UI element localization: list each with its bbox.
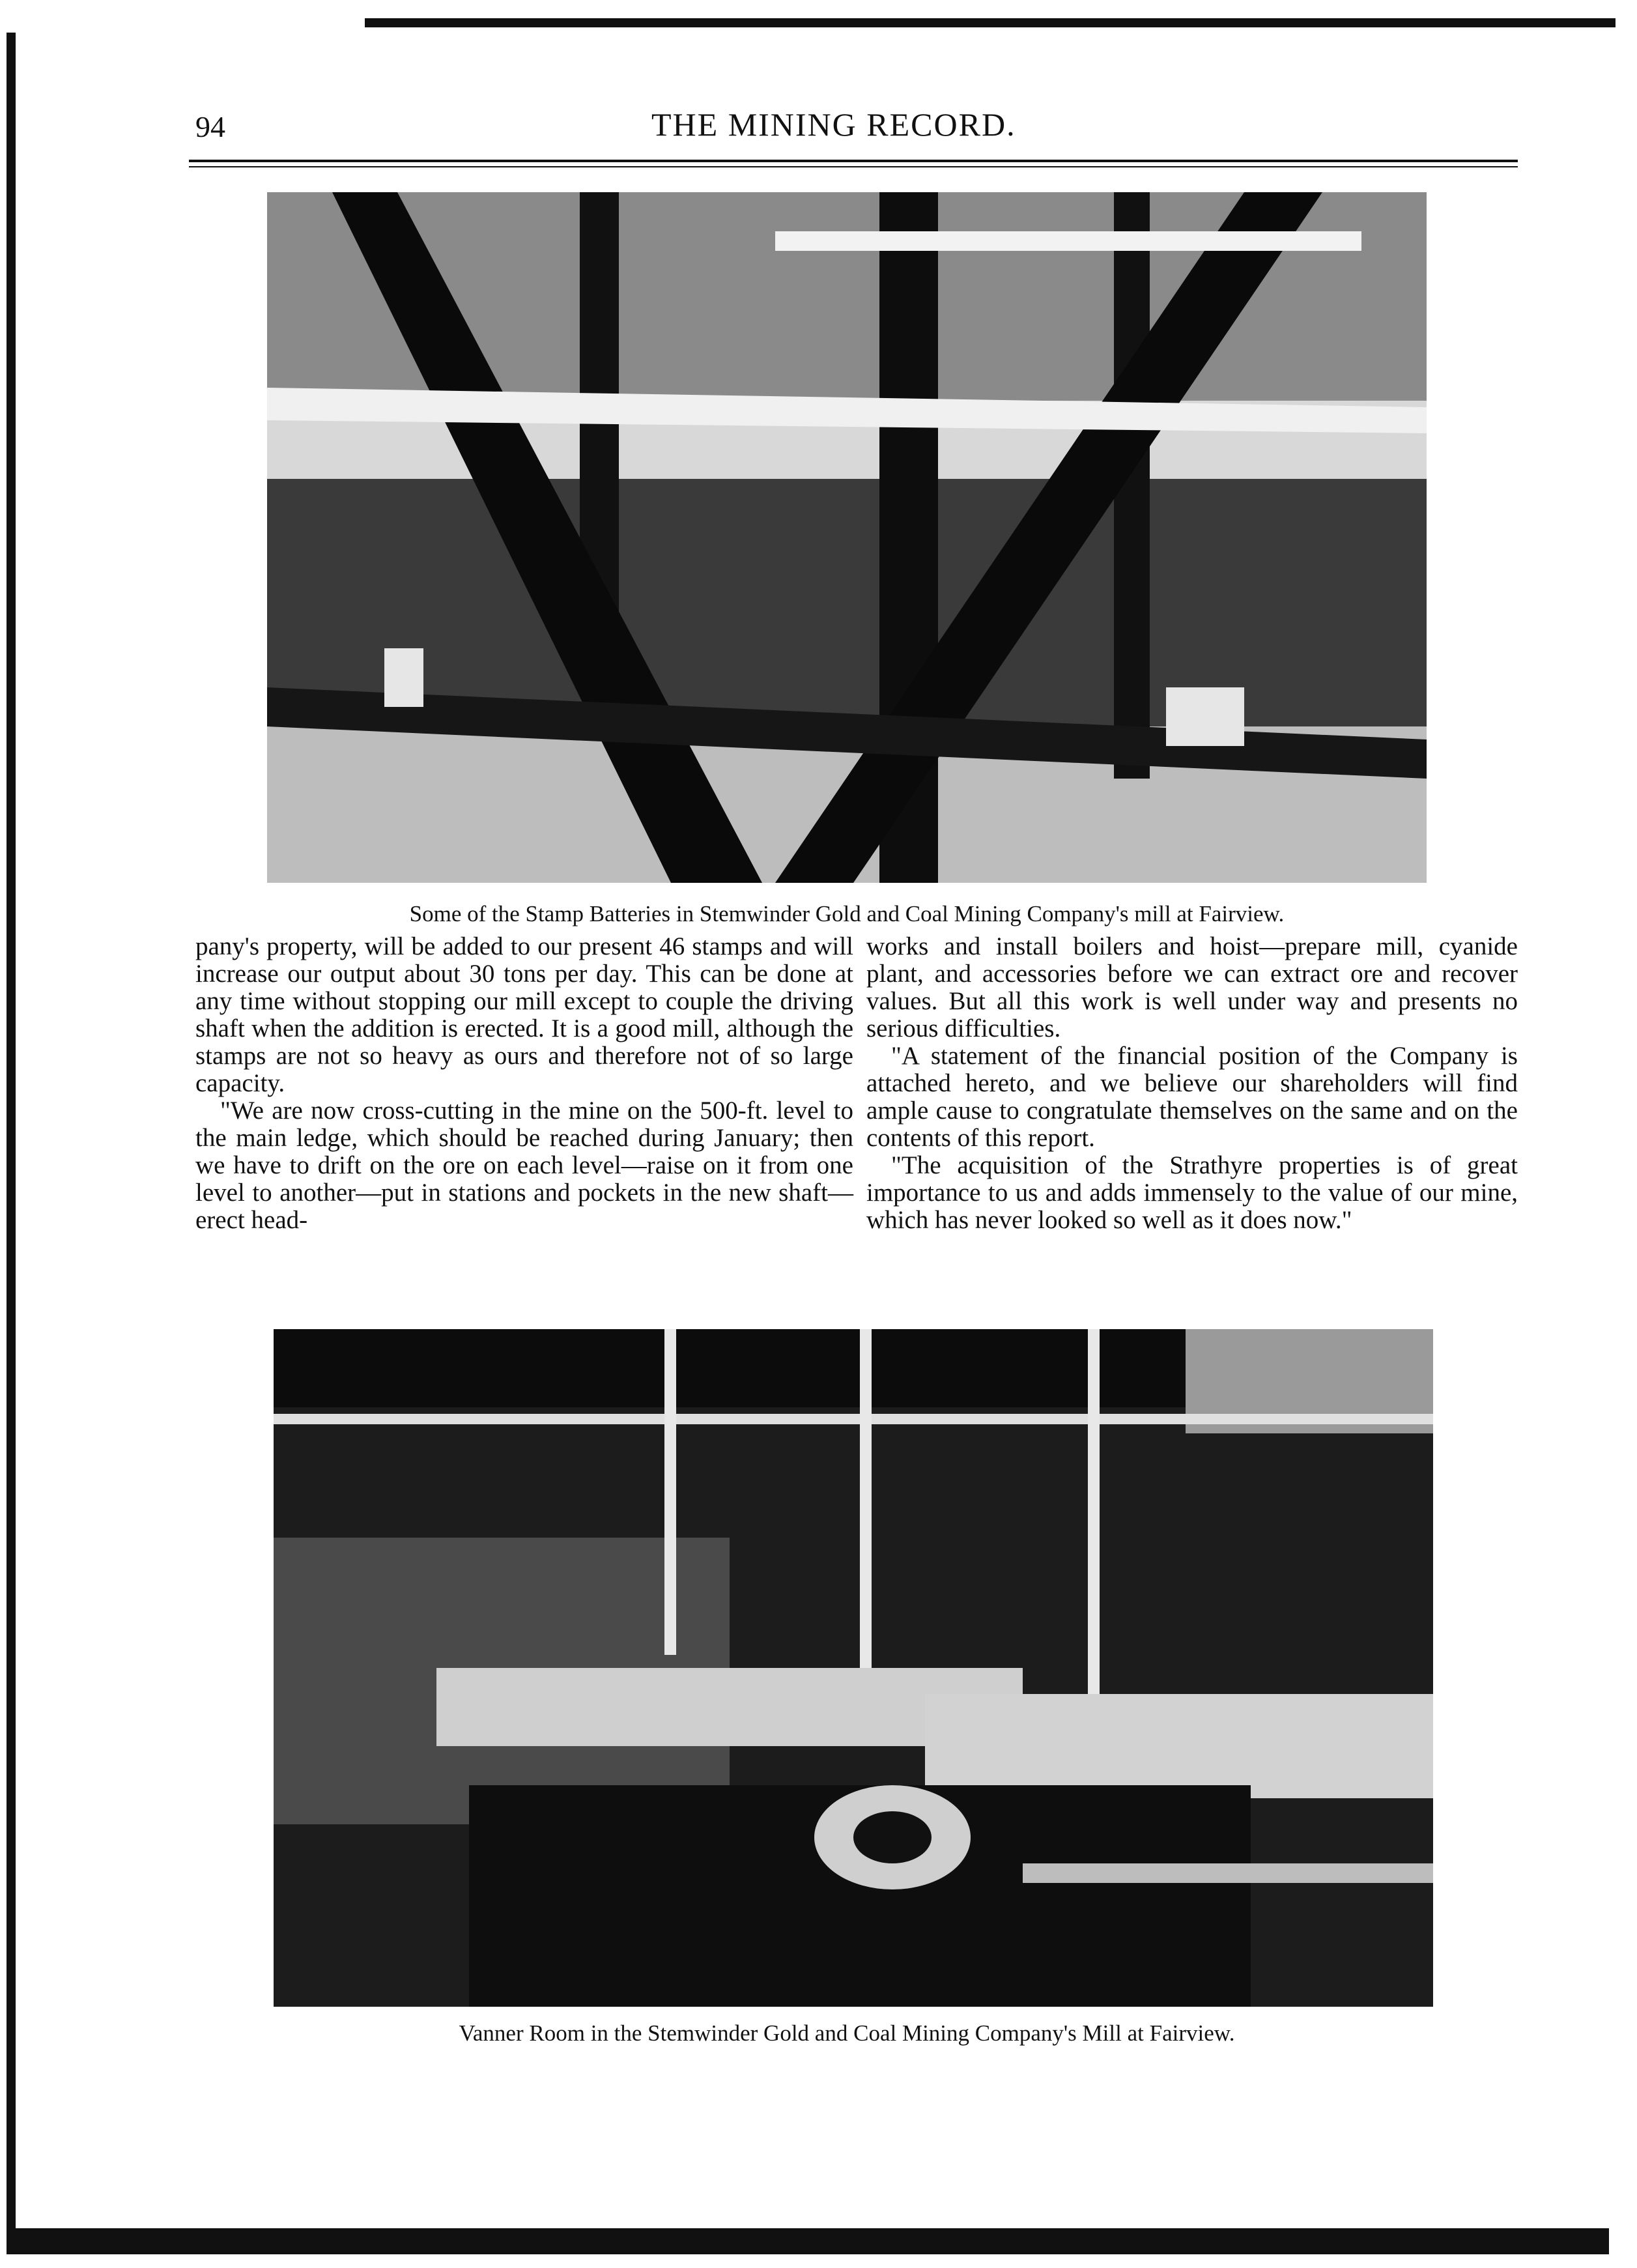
left-border-rule xyxy=(7,33,16,2248)
header-rule xyxy=(189,160,1518,162)
bottom-border-rule xyxy=(7,2228,1609,2254)
right-paragraph-1: works and install boilers and hoist—prepare mill, cyanide plant, and accessories before we can extract ore and recover values. But all this work is well under way and presents no serious difficulties. xyxy=(866,932,1518,1042)
left-column xyxy=(195,933,853,1234)
right-paragraph-2: "A statement of the financial position of the Company is attached hereto, and we believe our shareholders will find ample cause to congratulate themselves on the same and on the contents of this report. xyxy=(866,1042,1518,1152)
top-border-rule xyxy=(365,18,1616,27)
photo-caption-1: Some of the Stamp Batteries in Stemwinder Gold and Coal Mining Company's mill at Fairview. xyxy=(409,901,1285,926)
header-rule-thin xyxy=(189,166,1518,167)
page-number: 94 xyxy=(195,110,225,143)
photo-caption-2: Vanner Room in the Stemwinder Gold and Coal Mining Company's Mill at Fairview. xyxy=(459,2020,1235,2046)
running-title: THE MINING RECORD. xyxy=(651,106,1016,143)
vanner-room-photo xyxy=(274,1329,1433,2007)
stamp-batteries-photo xyxy=(267,192,1427,883)
left-paragraph-1: pany's property, will be added to our present 46 stamps and will increase our output about 30 tons per day. This can be done at any time without stopping our mill except to couple the driving shaft when the addition is erected. It is a good mill, although the stamps are not so heavy as ours and therefore not of so large capacity. xyxy=(195,932,853,1097)
right-paragraph-3: "The acquisition of the Strathyre properties is of great importance to us and adds immensely to the value of our mine, which has never looked so well as it does now." xyxy=(866,1151,1518,1234)
right-column xyxy=(866,933,1518,1234)
left-paragraph-2: "We are now cross-cutting in the mine on the 500-ft. level to the main ledge, which should be reached during January; then we have to drift on the ore on each level—raise on it from one level to another—put in stations and pockets in the new shaft—erect head- xyxy=(195,1097,853,1234)
